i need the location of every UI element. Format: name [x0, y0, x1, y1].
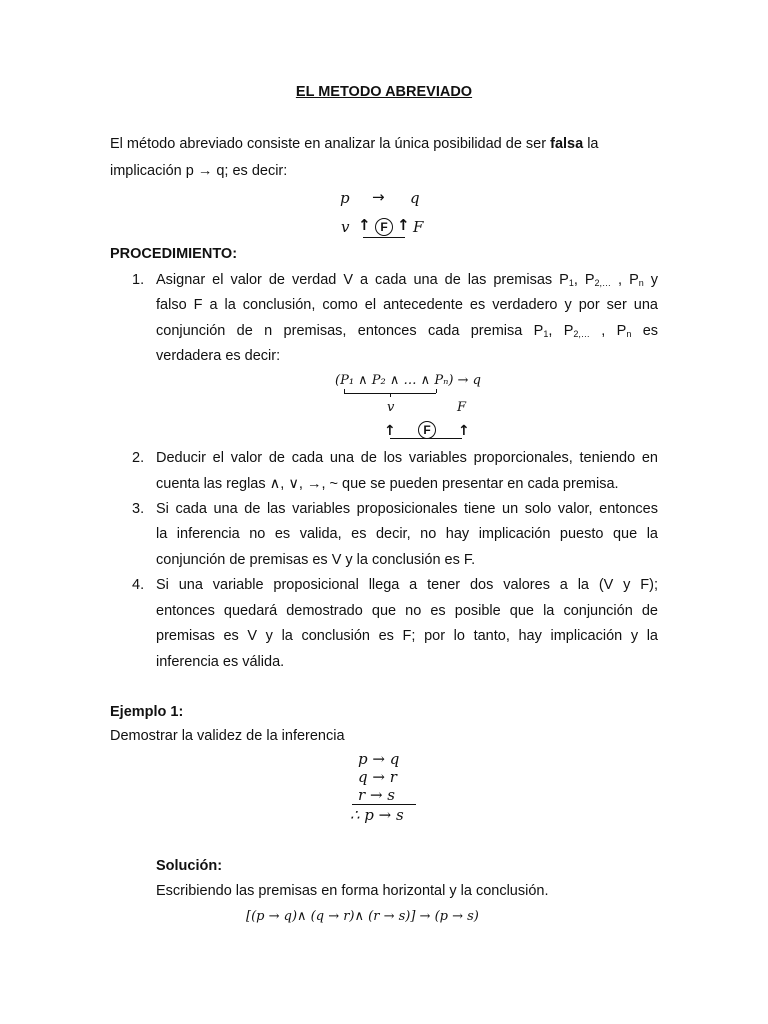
- diagram-arrow: →: [372, 188, 385, 206]
- formula-bracket-tick: [390, 393, 391, 397]
- diagram-F: F: [413, 218, 424, 236]
- item-4-line-2: entonces quedará demostrado que no es posible que la conjunción de: [156, 603, 658, 619]
- diagram-q: q: [410, 189, 420, 207]
- premise-3: r → s: [358, 786, 395, 804]
- text-span: conjunción de n premisas, entonces cada premisa P: [156, 323, 544, 339]
- text-span: , P: [611, 272, 639, 288]
- document-title: EL METODO ABREVIADO: [295, 84, 473, 100]
- item-3-line-2: la inferencia no es valida, es decir, no hay implicación puesto que la: [156, 526, 658, 542]
- intro-line-2: implicación p → q; es decir:: [110, 163, 288, 179]
- intro-line-1: [110, 136, 599, 152]
- formula-bracket-right: [436, 389, 437, 393]
- item-3-line-1: Si cada una de las variables proposicionales tiene un solo valor, entonces: [156, 501, 658, 517]
- procedimiento-heading: PROCEDIMIENTO:: [110, 246, 238, 262]
- subscript: n: [626, 329, 632, 339]
- up-arrow-icon: ↑: [458, 423, 470, 439]
- formula-v: v: [387, 400, 395, 415]
- item-2-line-1: Deducir el valor de cada una de los variables proporcionales, teniendo en: [156, 450, 658, 466]
- example-heading: Ejemplo 1:: [110, 704, 184, 720]
- up-arrow-icon: ↑: [358, 216, 371, 234]
- item-2-number: 2.: [132, 450, 145, 466]
- text-span: , P: [589, 323, 627, 339]
- text-span: , P: [573, 272, 595, 288]
- item-1-line-3: [156, 323, 658, 339]
- subscript: 1: [568, 278, 574, 288]
- intro-text-end: la: [583, 136, 599, 152]
- intro-text: El método abreviado consiste en analizar la única posibilidad de ser: [110, 136, 551, 152]
- item-4-line-3: premisas es V y la conclusión es F; por lo tanto, hay implicación y la: [156, 628, 658, 644]
- subscript: 2,…: [573, 329, 590, 339]
- text-span: y: [643, 272, 659, 288]
- solution-heading: Solución:: [156, 858, 223, 874]
- inference-line: [352, 804, 416, 805]
- item-2-line-2: cuenta las reglas ∧, ∨, →, ~ que se pueden presentar en cada premisa.: [156, 476, 619, 492]
- item-1-line-4: verdadera es decir:: [156, 348, 281, 364]
- item-4-line-4: inferencia es válida.: [156, 654, 285, 670]
- formula-underline: [390, 438, 462, 439]
- subscript: n: [638, 278, 644, 288]
- premises-formula: (P₁ ∧ P₂ ∧ … ∧ Pₙ) → q: [335, 373, 481, 388]
- text-span: Asignar el valor de verdad V a cada una de las premisas P: [156, 272, 569, 288]
- premise-1: p → q: [358, 750, 400, 768]
- example-text: Demostrar la validez de la inferencia: [110, 728, 345, 744]
- circled-f-icon: F: [418, 421, 436, 439]
- up-arrow-icon: ↑: [397, 216, 410, 234]
- premise-2: q → r: [358, 768, 397, 786]
- item-4-number: 4.: [132, 577, 145, 593]
- item-3-line-3: conjunción de premisas es V y la conclusión es F.: [156, 552, 476, 568]
- solution-text: Escribiendo las premisas en forma horizontal y la conclusión.: [156, 883, 549, 899]
- item-1-number: 1.: [132, 272, 145, 288]
- diagram-underline: [363, 237, 405, 238]
- diagram-p: p: [340, 189, 350, 207]
- solution-formula: [(p → q)∧ (q → r)∧ (r → s)] → (p → s): [246, 909, 479, 924]
- intro-bold-word: falsa: [550, 136, 584, 152]
- subscript: 2,…: [594, 278, 612, 288]
- item-3-number: 3.: [132, 501, 145, 517]
- diagram-v: v: [341, 218, 350, 236]
- subscript: 1: [543, 329, 549, 339]
- formula-F: F: [457, 400, 467, 415]
- up-arrow-icon: ↑: [384, 423, 396, 439]
- circled-f-icon: F: [375, 218, 393, 236]
- item-1-line-1: [156, 272, 658, 288]
- text-span: es: [631, 323, 659, 339]
- conclusion: ∴ p → s: [350, 806, 404, 824]
- text-span: , P: [548, 323, 574, 339]
- item-1-line-2: falso F a la conclusión, como el antecedente es verdadero y por ser una: [156, 297, 658, 313]
- item-4-line-1: Si una variable proposicional llega a tener dos valores a la (V y F);: [156, 577, 658, 593]
- formula-bracket-left: [344, 389, 345, 393]
